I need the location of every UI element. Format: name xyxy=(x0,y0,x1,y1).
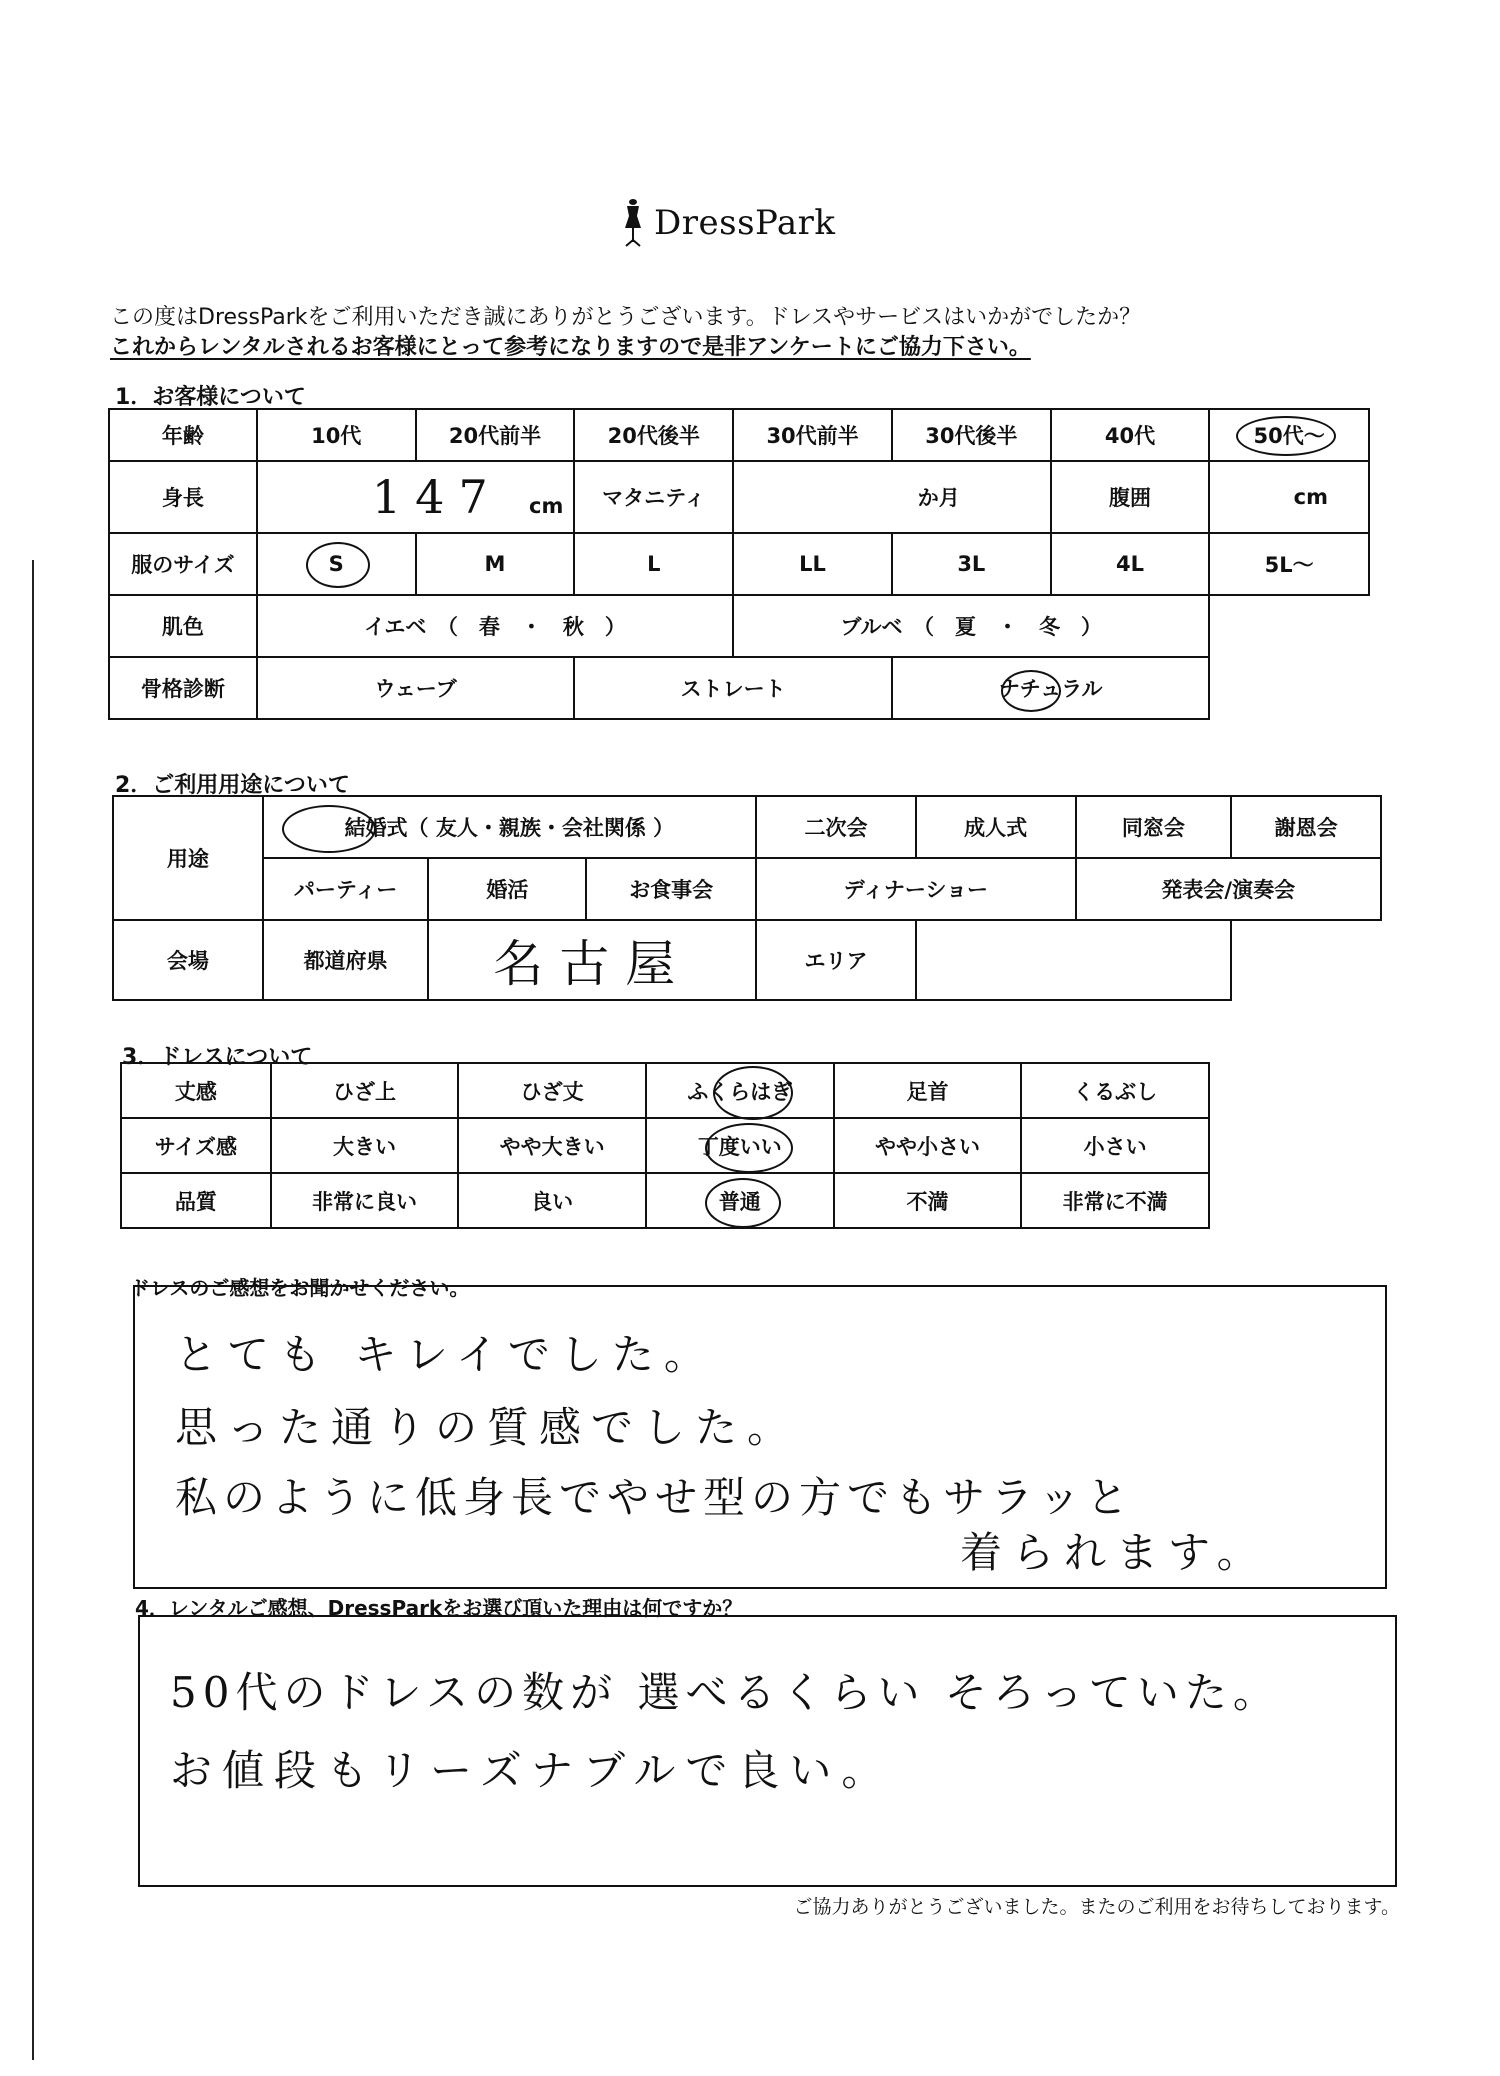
size-option[interactable]: M xyxy=(416,533,575,595)
reason-line: お値段もリーズナブルで良い。 xyxy=(170,1746,894,1795)
age-option-selected[interactable] xyxy=(1209,409,1369,461)
purpose-option-selected[interactable] xyxy=(263,796,756,858)
size-row xyxy=(109,533,1369,595)
impressions-title: ドレスのご感想をお聞かせください。 xyxy=(130,1276,470,1300)
section1-title: 1．お客様について xyxy=(115,385,306,410)
reason-line: 50代のドレスの数が 選べるくらい そろっていた。 xyxy=(170,1668,1281,1717)
size-option-selected[interactable] xyxy=(257,533,416,595)
frame-label: 骨格診断 xyxy=(109,657,257,719)
empty-cell xyxy=(1209,595,1369,657)
months-unit: か月 xyxy=(917,486,960,510)
quality-option[interactable]: 非常に不満 xyxy=(1021,1173,1209,1228)
height-row xyxy=(109,461,1369,533)
skin-blue[interactable]: ブルベ （ 夏 ・ 冬 ） xyxy=(733,595,1209,657)
impression-line: 着られます。 xyxy=(960,1528,1269,1577)
maternity-label: マタニティ xyxy=(574,461,733,533)
age-option[interactable]: 30代後半 xyxy=(892,409,1051,461)
fit-option[interactable]: やや小さい xyxy=(834,1118,1022,1173)
fit-option[interactable]: 大きい xyxy=(271,1118,459,1173)
fit-option[interactable]: 小さい xyxy=(1021,1118,1209,1173)
brand-name: DressPark xyxy=(654,203,836,243)
length-label: 丈感 xyxy=(121,1063,271,1118)
dress-form-icon xyxy=(620,198,646,248)
frame-option[interactable]: ウェーブ xyxy=(257,657,575,719)
length-option-selected[interactable] xyxy=(646,1063,834,1118)
skin-row xyxy=(109,595,1369,657)
quality-option[interactable]: 非常に良い xyxy=(271,1173,459,1228)
purpose-option[interactable]: ディナーショー xyxy=(756,858,1075,920)
height-field[interactable] xyxy=(257,461,575,533)
intro-request: これからレンタルされるお客様にとって参考になりますので是非アンケートにご協力下さい。 xyxy=(110,335,1031,360)
prefecture-field[interactable] xyxy=(428,920,756,1000)
impression-line: とても キレイでした。 xyxy=(175,1330,716,1379)
age-option[interactable]: 30代前半 xyxy=(733,409,892,461)
area-field[interactable] xyxy=(916,920,1231,1000)
age-option[interactable]: 10代 xyxy=(257,409,416,461)
frame-option-selected[interactable] xyxy=(892,657,1209,719)
section3-title: 3．ドレスについて xyxy=(122,1045,313,1070)
size-label: 服のサイズ xyxy=(109,533,257,595)
purpose-row-2 xyxy=(113,858,1381,920)
quality-option-label: 普通 xyxy=(718,1189,761,1214)
purpose-option[interactable]: 発表会/演奏会 xyxy=(1076,858,1381,920)
size-option[interactable]: 4L xyxy=(1051,533,1210,595)
fit-label: サイズ感 xyxy=(121,1118,271,1173)
fit-option[interactable]: やや大きい xyxy=(458,1118,646,1173)
size-option[interactable]: 3L xyxy=(892,533,1051,595)
purpose-option[interactable]: お食事会 xyxy=(586,858,756,920)
purpose-label: 用途 xyxy=(113,796,263,920)
length-option[interactable]: ひざ丈 xyxy=(458,1063,646,1118)
section4-title: 4．レンタルご感想、DressParkをお選び頂いた理由は何ですか？ xyxy=(135,1596,743,1620)
skin-label: 肌色 xyxy=(109,595,257,657)
purpose-option[interactable]: 謝恩会 xyxy=(1231,796,1381,858)
waist-unit: cm xyxy=(1293,485,1328,509)
height-unit: cm xyxy=(529,494,564,518)
age-option[interactable]: 20代後半 xyxy=(574,409,733,461)
maternity-field[interactable] xyxy=(733,461,1051,533)
frame-option[interactable]: ストレート xyxy=(574,657,892,719)
venue-label: 会場 xyxy=(113,920,263,1000)
height-label: 身長 xyxy=(109,461,257,533)
height-value: 147 xyxy=(371,470,502,524)
length-option[interactable]: くるぶし xyxy=(1021,1063,1209,1118)
purpose-option[interactable]: 二次会 xyxy=(756,796,916,858)
customer-table xyxy=(108,408,1370,720)
size-option[interactable]: L xyxy=(574,533,733,595)
size-option[interactable]: 5L～ xyxy=(1209,533,1369,595)
usage-table xyxy=(112,795,1382,1001)
prefecture-label: 都道府県 xyxy=(263,920,429,1000)
prefecture-value: 名古屋 xyxy=(493,935,692,993)
intro-text: この度はDressParkをご利用いただき誠にありがとうございます。ドレスやサービスはいかがでしたか？ xyxy=(110,305,1142,330)
wedding-option: 結婚式（ 友人・親族・会社関係 ） xyxy=(344,816,675,840)
quality-option[interactable]: 不満 xyxy=(834,1173,1022,1228)
frame-option-label: ナチュラル xyxy=(998,677,1103,701)
length-option-label: ふくらはぎ xyxy=(687,1079,793,1104)
quality-row xyxy=(121,1173,1209,1228)
purpose-option[interactable]: 成人式 xyxy=(916,796,1076,858)
dress-table xyxy=(120,1062,1210,1229)
waist-field[interactable] xyxy=(1209,461,1369,533)
purpose-option[interactable]: パーティー xyxy=(263,858,429,920)
impression-line: 私のように低身長でやせ型の方でもサラッと xyxy=(175,1473,1135,1522)
quality-option[interactable]: 良い xyxy=(458,1173,646,1228)
size-option[interactable]: LL xyxy=(733,533,892,595)
impression-line: 思った通りの質感でした。 xyxy=(175,1403,800,1452)
waist-label: 腹囲 xyxy=(1051,461,1210,533)
skin-yellow[interactable]: イエベ （ 春 ・ 秋 ） xyxy=(257,595,733,657)
fit-option-label: 丁度いい xyxy=(697,1134,782,1159)
fit-row xyxy=(121,1118,1209,1173)
venue-row xyxy=(113,920,1381,1000)
area-label: エリア xyxy=(756,920,916,1000)
age-option[interactable]: 40代 xyxy=(1051,409,1210,461)
age-option-label: 50代～ xyxy=(1253,424,1325,448)
purpose-option[interactable]: 同窓会 xyxy=(1076,796,1232,858)
footer-thanks: ご協力ありがとうございました。またのご利用をお待ちしております。 xyxy=(793,1896,1400,1918)
length-row xyxy=(121,1063,1209,1118)
purpose-option[interactable]: 婚活 xyxy=(428,858,586,920)
length-option[interactable]: ひざ上 xyxy=(271,1063,459,1118)
age-label: 年齢 xyxy=(109,409,257,461)
page-edge-line xyxy=(32,560,34,2060)
empty-cell xyxy=(1209,657,1369,719)
logo xyxy=(620,198,836,248)
age-option[interactable]: 20代前半 xyxy=(416,409,575,461)
size-option-label: S xyxy=(328,552,344,576)
quality-label: 品質 xyxy=(121,1173,271,1228)
quality-option-selected[interactable] xyxy=(646,1173,834,1228)
frame-row xyxy=(109,657,1369,719)
purpose-row-1 xyxy=(113,796,1381,858)
age-row xyxy=(109,409,1369,461)
empty-cell xyxy=(1231,920,1381,1000)
section2-title: 2．ご利用用途について xyxy=(115,773,350,798)
length-option[interactable]: 足首 xyxy=(834,1063,1022,1118)
fit-option-selected[interactable] xyxy=(646,1118,834,1173)
